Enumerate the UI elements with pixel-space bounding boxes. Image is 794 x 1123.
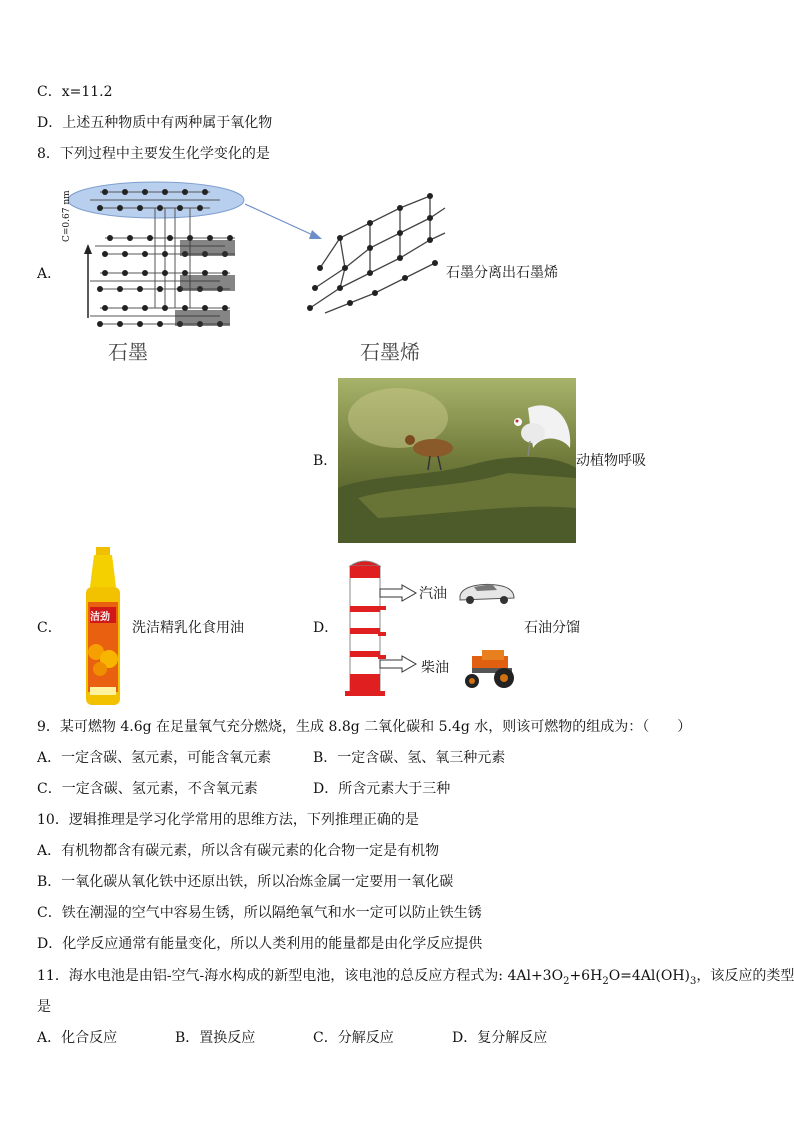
q11-option-c: C．分解反应 xyxy=(313,1030,394,1046)
q10-option-b: B．一氧化碳从氧化铁中还原出铁，所以冶炼金属一定要用一氧化碳 xyxy=(37,874,454,890)
q11-stem-post: ，该反应的类型 xyxy=(696,968,794,984)
q10-option-c: C．铁在潮湿的空气中容易生锈，所以隔绝氧气和水一定可以防止铁生锈 xyxy=(37,905,482,921)
q8-option-b-letter: B． xyxy=(313,453,338,469)
graphite-label: 石墨 xyxy=(108,340,148,364)
q8-option-b-text: 动植物呼吸 xyxy=(576,453,646,469)
q8-stem: 8．下列过程中主要发生化学变化的是 xyxy=(37,146,270,162)
q9-option-c: C．一定含碳、氢元素，不含氧元素 xyxy=(37,781,258,797)
q11-equation xyxy=(507,968,697,987)
q8-option-d-letter: D． xyxy=(313,620,339,636)
q11-stem-pre: 11．海水电池是由铝-空气-海水构成的新型电池，该电池的总反应方程式为: xyxy=(37,968,508,984)
q9-option-b: B．一定含碳、氢、氧三种元素 xyxy=(313,750,506,766)
eq-part-3: O=4Al(OH) xyxy=(608,968,691,984)
q10-stem: 10．逻辑推理是学习化学常用的思维方法，下列推理正确的是 xyxy=(37,812,419,828)
eq-sub-3: 3 xyxy=(690,975,697,987)
bottle-brand-text: 洁劲 xyxy=(90,612,110,623)
q8-option-a-text: 石墨分离出石墨烯 xyxy=(446,265,558,281)
graphite-axis-label: C=0.67 nm xyxy=(62,190,72,242)
q8-option-a-letter: A． xyxy=(37,266,62,282)
q8-option-c-letter: C． xyxy=(37,620,62,636)
eq-part-1: 4Al+3O xyxy=(507,968,564,984)
fractional-distillation-tower xyxy=(342,556,532,701)
birds-on-rock-photo xyxy=(338,378,576,543)
q7-option-c: C．x=11.2 xyxy=(37,84,113,100)
q7-option-d: D．上述五种物质中有两种属于氧化物 xyxy=(37,115,273,131)
gasoline-label: 汽油 xyxy=(419,586,447,602)
q8-option-c-text: 洗洁精乳化食用油 xyxy=(132,620,244,636)
q9-option-a: A．一定含碳、氢元素，可能含氧元素 xyxy=(37,750,272,766)
q10-option-a: A．有机物都含有碳元素，所以含有碳元素的化合物一定是有机物 xyxy=(37,843,440,859)
q9-stem: 9．某可燃物 4.6g 在足量氧气充分燃烧，生成 8.8g 二氧化碳和 5.4g 水，则该可燃物的组成为：（ ） xyxy=(37,719,692,735)
q9-option-d: D．所含元素大于三种 xyxy=(313,781,451,797)
q11-option-b: B．置换反应 xyxy=(175,1030,256,1046)
q11-stem xyxy=(37,967,794,991)
eq-sub-2: 2 xyxy=(602,975,609,987)
q11-option-a: A．化合反应 xyxy=(37,1030,118,1046)
eq-sub-1: 2 xyxy=(563,975,570,987)
q10-option-d: D．化学反应通常有能量变化，所以人类利用的能量都是由化学反应提供 xyxy=(37,936,483,952)
eq-part-2: +6H xyxy=(569,968,603,984)
diesel-label: 柴油 xyxy=(421,660,449,676)
graphene-label: 石墨烯 xyxy=(360,340,420,364)
detergent-bottle-image xyxy=(78,547,128,707)
q11-option-d: D．复分解反应 xyxy=(452,1030,548,1046)
q8-option-d-text: 石油分馏 xyxy=(524,620,580,636)
q11-stem-line2: 是 xyxy=(37,999,51,1015)
